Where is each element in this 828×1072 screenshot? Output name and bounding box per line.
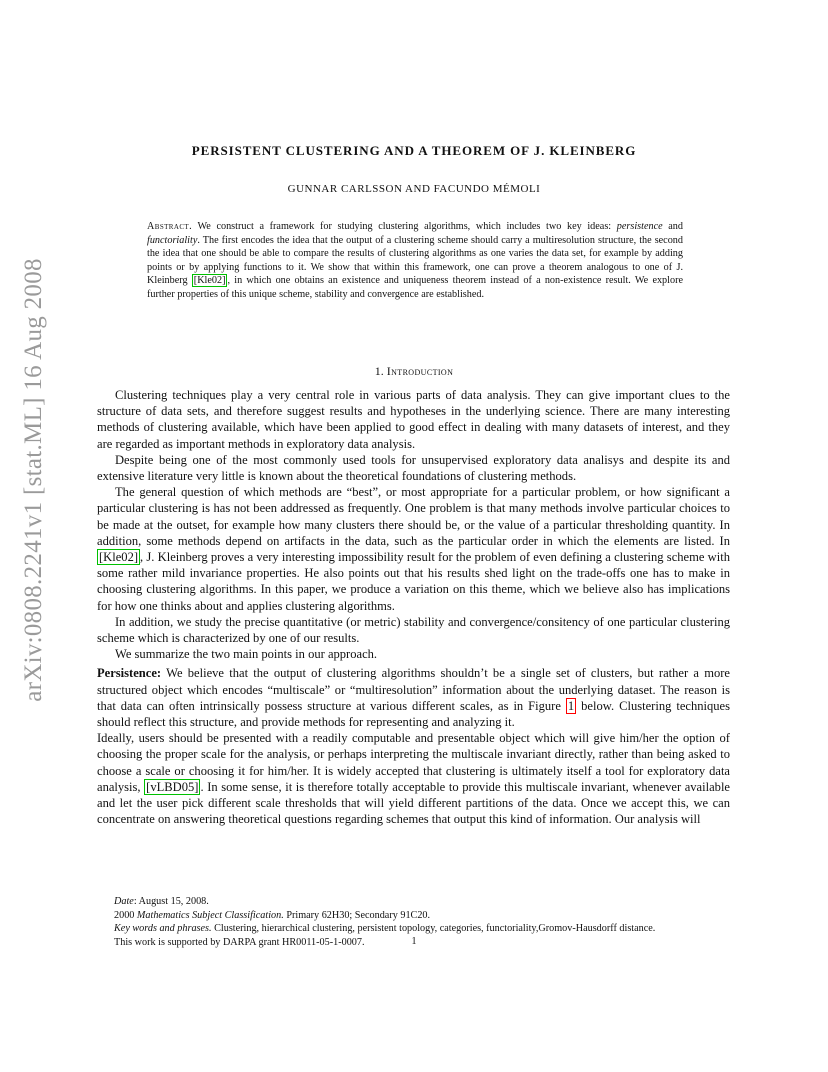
section-heading	[0, 364, 828, 379]
citation-link-kle02-body[interactable]: [Kle02]	[99, 550, 139, 565]
citation-link-kle02[interactable]: [Kle02]	[193, 275, 226, 286]
footnote-date-label: Date	[114, 896, 134, 907]
page-number: 1	[411, 936, 417, 947]
arxiv-stamp	[14, 240, 54, 720]
abstract-emph-functoriality: functoriality	[147, 234, 198, 246]
section-number: 1.	[374, 364, 387, 378]
paragraph-2: Despite being one of the most commonly used tools for unsupervised exploratory data analisys and despite its and extensive literature very little is known about the theoretical foundations of clustering methods.	[97, 452, 730, 484]
abstract-text-1: We construct a framework for studying clustering algorithms, which includes two key ideas:	[192, 221, 617, 232]
footnote-support: This work is supported by DARPA grant HR0011-05-1-0007.	[114, 936, 365, 948]
footnote-msc-prefix: 2000	[114, 909, 137, 921]
paper-title: PERSISTENT CLUSTERING AND A THEOREM OF J. KLEINBERG	[191, 143, 637, 158]
paragraph-3-text-a: The general question of which methods are “best”, or most appropriate for a particular problem, or how significant a particular clustering is has not been addressed as frequently. One problem is that many methods involve particular choices to be made at the outset, for example how many clusters there should be, or the value of a particular thresholding quantity. In addition, some methods depend on artifacts in the data, such as the particular order in which the elements are listed. In	[97, 485, 730, 548]
footnote-keywords-label: Key words and phrases.	[114, 923, 212, 934]
footnote-msc	[97, 909, 730, 923]
paragraph-4: In addition, we study the precise quantitative (or metric) stability and convergence/consitency of one particular clustering scheme which is characterized by one of our results.	[97, 614, 730, 646]
paragraph-3	[97, 484, 730, 614]
footnote-keywords-value: Clustering, hierarchical clustering, persistent topology, categories, functoriality,Gromov-Hausdorff distance.	[211, 923, 656, 934]
persistence-label: Persistence:	[97, 666, 162, 681]
abstract-emph-persistence: persistence	[616, 221, 663, 232]
paragraph-1: Clustering techniques play a very central role in various parts of data analysis. They can give important clues to the structure of data sets, and therefore suggest results and hypotheses in the underlying science. There are many interesting methods of clustering available, which have been applied to good effect in dealing with many datasets of interest, and they are regarded as important methods in exploratory data analysis.	[97, 388, 730, 451]
footnote-date	[97, 895, 730, 909]
abstract-label: Abstract.	[147, 221, 193, 232]
footnote-keywords	[97, 922, 730, 936]
paragraph-5: We summarize the two main points in our approach.	[115, 647, 378, 662]
paragraph-6-text-a: We believe that the output of clustering algorithms shouldn’t be a single set of clusters, but rather a more structured object which encodes “multiscale” or “multiresolution” information about the underlying dataset. The reason is that data can often intrinsically possess structure at various different scales, as in Figure	[97, 666, 730, 713]
paragraph-3-text-b: , J. Kleinberg proves a very interesting impossibility result for the problem of even defining a clustering scheme with some rather mild invariance properties. He also points out that his results shed light on the trade-offs one has to make in choosing clustering algorithms. In this paper, we produce a variation on this theme, which we believe also has implications for how one thinks about and applies clustering algorithms.	[97, 550, 730, 613]
footnote-msc-value: Primary 62H30; Secondary 91C20.	[283, 909, 431, 921]
footnote-date-value: : August 15, 2008.	[133, 896, 209, 907]
main-text	[97, 387, 730, 827]
paper-authors: GUNNAR CARLSSON AND FACUNDO MÉMOLI	[287, 183, 541, 195]
paragraph-6-text-b: below. Clustering techniques should reflect this structure, and provide methods for representing and analyzing it.	[97, 698, 730, 730]
citation-link-vlbd05[interactable]: [vLBD05]	[146, 779, 199, 794]
abstract-text-3: . The first encodes the idea that the output of a clustering scheme should carry a multiresolution structure, the second the idea that one should be able to compare the results of clustering algorithms as one varies the data set, for example by adding points or by applying functions to it. We show that within this framework, one can prove a theorem analogous to one of J. Kleinberg	[147, 234, 683, 286]
paragraph-persistence	[97, 665, 730, 730]
paragraph-7	[97, 730, 730, 827]
abstract-text-4: , in which one obtains an existence and uniqueness theorem instead of a non-existence result. We explore further properties of this unique scheme, stability and convergence are established.	[147, 275, 683, 300]
figure-link-1[interactable]: 1	[567, 698, 575, 713]
footnote-msc-label: Mathematics Subject Classification.	[136, 909, 284, 921]
abstract	[147, 220, 683, 301]
paragraph-7-text-a: Ideally, users should be presented with a readily computable and presentable object which will give him/her the option of choosing the proper scale for the analysis, or perhaps interpreting the multiscale invariant directly, rather than being asked to choose a scale or choosing it for him/her. It is widely accepted that clustering is ultimately itself a tool for exploratory data analysis,	[97, 731, 730, 794]
abstract-text-2: and	[662, 221, 683, 232]
paragraph-7-text-b: . In some sense, it is therefore totally acceptable to provide this multiscale invariant, whenever available and let the user pick different scale thresholds that will yield different partitions of the data. Once we accept this, we can concentrate on answering theoretical questions regarding schemes that output this kind of information. Our analysis will	[97, 779, 730, 827]
arxiv-id-text: arXiv:0808.2241v1 [stat.ML] 16 Aug 2008	[20, 258, 47, 702]
section-title: Introduction	[386, 364, 454, 378]
